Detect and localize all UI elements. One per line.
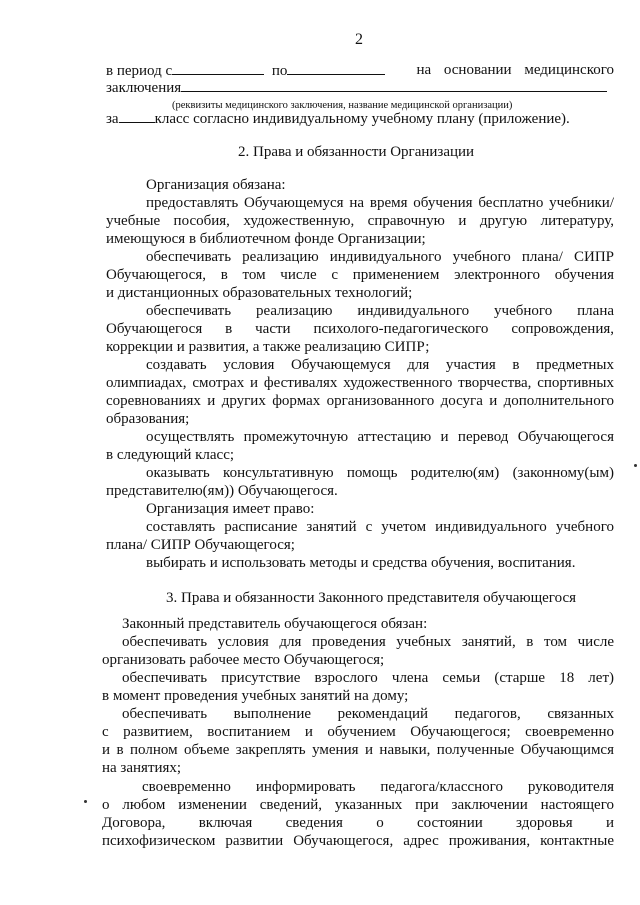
s2-line: олимпиадах, смотрах и фестивалях художественного творчества, спортивных — [106, 375, 614, 391]
s2-line: плана/ СИПР Обучающегося; — [106, 537, 295, 553]
conclusion-blank — [181, 79, 607, 92]
class-line — [106, 110, 570, 128]
s2-line: представителю(ям)) Обучающегося. — [106, 483, 338, 499]
section-2-heading: 2. Права и обязанности Организации — [238, 144, 475, 160]
period-line — [106, 62, 614, 80]
requisites-caption: (реквизиты медицинского заключения, название медицинской организации) — [172, 100, 513, 111]
page-number: 2 — [355, 31, 363, 48]
s2-line: составлять расписание занятий с учетом индивидуального учебного — [146, 519, 614, 535]
s2-line: оказывать консультативную помощь родителю(ям) (законному(ым) — [146, 465, 614, 481]
s2-line: осуществлять промежуточную аттестацию и перевод Обучающегося — [146, 429, 614, 445]
s3-line: Законный представитель обучающегося обязан: — [122, 616, 428, 632]
s2-line: учебные пособия, художественную, справочную и другую литературу, — [106, 213, 614, 229]
s3-line: обеспечивать выполнение рекомендаций педагогов, связанных — [122, 706, 614, 722]
s3-line: о любом изменении сведений, указанных при заключении настоящего — [102, 797, 614, 813]
s2-line: обеспечивать реализацию индивидуального учебного плана — [146, 303, 614, 319]
conclusion-word: заключения — [106, 80, 182, 96]
class-blank — [119, 110, 155, 123]
s3-line: психофизическом развитии Обучающегося, адрес проживания, контактные — [102, 833, 614, 849]
scan-speck — [84, 800, 87, 803]
s2-line: Организация имеет право: — [146, 501, 315, 517]
class-suffix: класс согласно индивидуальному учебному плану (приложение). — [154, 111, 570, 127]
period-end-blank — [287, 62, 385, 75]
s2-line: коррекции и развития, а также реализацию СИПР; — [106, 339, 430, 355]
s3-line: на занятиях; — [102, 760, 182, 776]
s2-line: Организация обязана: — [146, 177, 286, 193]
s2-line: образования; — [106, 411, 190, 427]
s2-line: Обучающегося, в том числе с применением электронного обучения — [106, 267, 614, 283]
s3-line: с развитием, воспитанием и обучением Обучающегося; своевременно — [102, 724, 614, 740]
s3-line: Договора, включая сведения о состоянии здоровья и — [102, 815, 614, 831]
period-mid: по — [271, 63, 288, 79]
s3-line: обеспечивать присутствие взрослого члена семьи (старше 18 лет) — [122, 670, 614, 686]
s3-line: своевременно информировать педагога/классного руководителя — [142, 779, 614, 795]
scan-speck — [634, 464, 637, 467]
conclusion-line — [106, 79, 614, 97]
s2-line: выбирать и использовать методы и средства обучения, воспитания. — [146, 555, 576, 571]
period-suffix: на основании медицинского — [416, 62, 614, 78]
period-start-blank — [172, 62, 264, 75]
s3-line: и в полном объеме закреплять умения и навыки, полученные Обучающимся — [102, 742, 614, 758]
s2-line: предоставлять Обучающемуся на время обучения бесплатно учебники/ — [146, 195, 614, 211]
s3-line: организовать рабочее место Обучающегося; — [102, 652, 385, 668]
s3-line: обеспечивать условия для проведения учебных занятий, в том числе — [122, 634, 614, 650]
period-prefix: в период с — [106, 63, 173, 79]
s2-line: создавать условия Обучающемуся для участия в предметных — [146, 357, 614, 373]
s3-line: в момент проведения учебных занятий на дому; — [102, 688, 409, 704]
s2-line: в следующий класс; — [106, 447, 235, 463]
s2-line: обеспечивать реализацию индивидуального учебного плана/ СИПР — [146, 249, 614, 265]
section-3-heading: 3. Права и обязанности Законного представителя обучающегося — [166, 590, 577, 606]
s2-line: и дистанционных образовательных технологий; — [106, 285, 413, 301]
s2-line: Обучающегося в части психолого-педагогического сопровождения, — [106, 321, 614, 337]
s2-line: имеющуюся в библиотечном фонде Организации; — [106, 231, 426, 247]
s2-line: соревнованиях и других формах организованного досуга и дополнительного — [106, 393, 614, 409]
class-prefix: за — [106, 111, 119, 127]
